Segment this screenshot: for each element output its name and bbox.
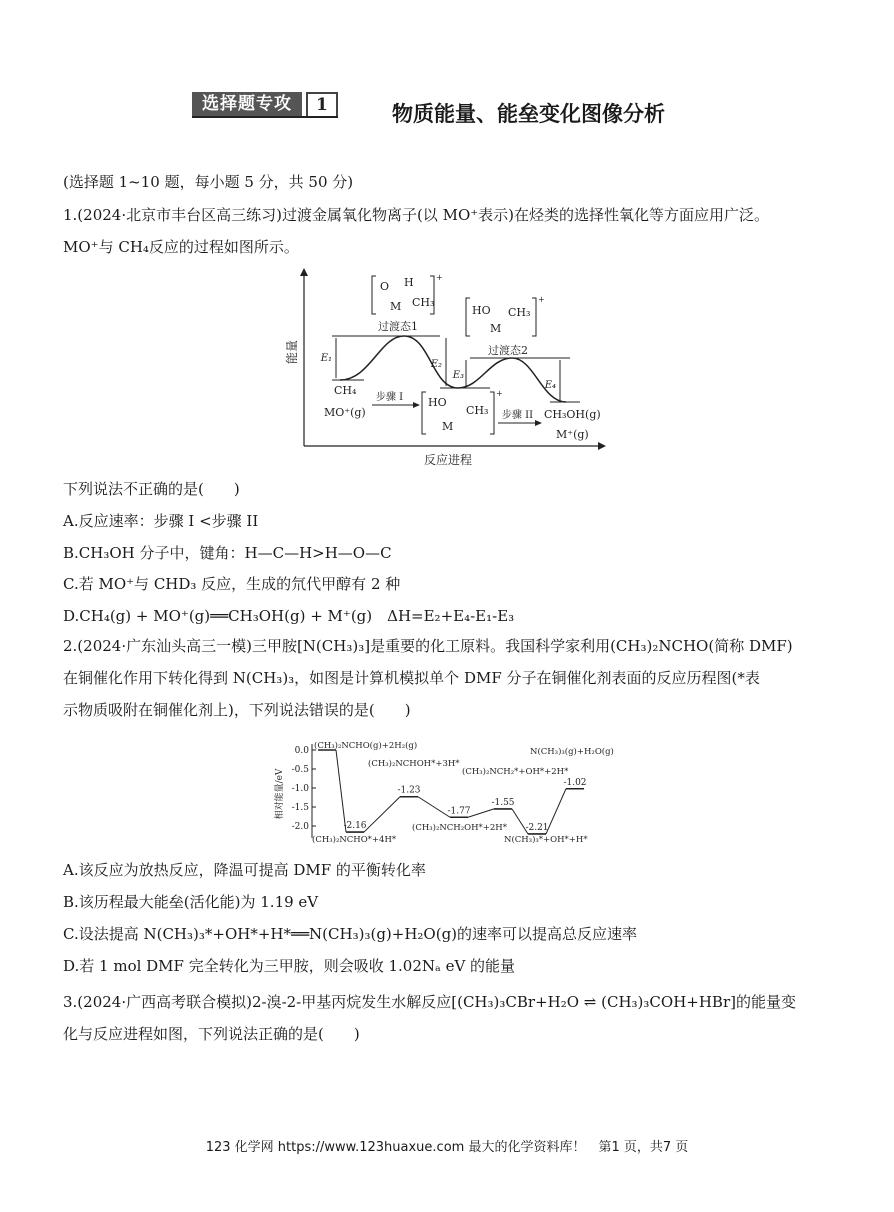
q2-connector bbox=[418, 797, 450, 818]
intro-text: (选择题 1~10 题，每小题 5 分，共 50 分) bbox=[63, 173, 354, 191]
q1-option-a: A.反应速率：步骤 I <步骤 II bbox=[63, 512, 259, 530]
q1-ts2-label: 过渡态2 bbox=[488, 344, 528, 357]
badge-number: 1 bbox=[306, 92, 338, 116]
q2-stem-line1: 2.(2024·广东汕头高三一模)三甲胺[N(CH₃)₃]是重要的化工原料。我国科学家利用(CH₃)₂NCHO(简称 DMF) bbox=[63, 637, 793, 655]
q1-ts2-bracket-left bbox=[466, 298, 470, 336]
q1-ts2-m: M bbox=[490, 322, 502, 335]
q2-species-label: N(CH₃)₃*+OH*+H* bbox=[504, 835, 588, 845]
q2-option-a: A.该反应为放热反应，降温可提高 DMF 的平衡转化率 bbox=[63, 861, 426, 879]
q2-value-label: -1.02 bbox=[563, 777, 587, 788]
q1-ts1-h: H bbox=[404, 276, 414, 289]
q2-connector bbox=[364, 797, 400, 832]
q1-ts2-bracket-right bbox=[532, 298, 536, 336]
q1-inter-bracket-left bbox=[422, 392, 426, 434]
q2-y-tick-label: -1.0 bbox=[291, 784, 309, 794]
q1-inter-ch3: CH₃ bbox=[466, 404, 489, 417]
q1-step1-label: 步骤 I bbox=[376, 392, 404, 403]
q1-step2-label: 步骤 II bbox=[502, 410, 534, 421]
q1-y-label: 能量 bbox=[285, 339, 299, 365]
q1-inter-m: M bbox=[442, 420, 454, 433]
q2-species-label: (CH₃)₂NCH₂*+OH*+2H* bbox=[462, 767, 569, 777]
q1-stem-line2: MO⁺与 CH₄反应的过程如图所示。 bbox=[63, 238, 299, 256]
q2-value-label: -2.21 bbox=[525, 822, 549, 833]
page-footer: 123 化学网 https://www.123huaxue.com 最大的化学资料库！ 第1 页，共7 页 bbox=[205, 1140, 689, 1155]
q1-ts1-label: 过渡态1 bbox=[378, 320, 418, 333]
q1-stem-line1: 1.(2024·北京市丰台区高三练习)过渡金属氧化物离子(以 MO⁺表示)在烃类的选择性氧化等方面应用广泛。 bbox=[63, 206, 770, 224]
q3-stem-line2: 化与反应进程如图，下列说法正确的是( ) bbox=[63, 1025, 360, 1043]
q2-option-b: B.该历程最大能垒(活化能)为 1.19 eV bbox=[63, 893, 319, 911]
q1-y-arrow bbox=[300, 268, 308, 276]
q1-e4-label: E₄ bbox=[544, 380, 556, 391]
q1-product2-label: M⁺(g) bbox=[556, 428, 589, 441]
q2-y-tick-label: -0.5 bbox=[291, 765, 309, 775]
q3-stem-line1: 3.(2024·广西高考联合模拟)2-溴-2-甲基丙烷发生水解反应[(CH₃)₃CBr+H₂O ⇌ (CH₃)₃COH+HBr]的能量变 bbox=[63, 993, 796, 1011]
q2-option-d: D.若 1 mol DMF 完全转化为三甲胺，则会吸收 1.02Nₐ eV 的能量 bbox=[63, 957, 516, 975]
q1-mo-label: MO⁺(g) bbox=[324, 406, 366, 419]
q1-ts1-ch3: CH₃ bbox=[412, 296, 435, 309]
q2-value-label: -1.55 bbox=[491, 797, 515, 808]
q1-e2-label: E₂ bbox=[430, 359, 442, 370]
q1-inter-charge: + bbox=[496, 389, 503, 398]
q2-value-label: -1.77 bbox=[447, 806, 471, 817]
q1-ts1-m: M bbox=[390, 300, 402, 313]
q1-ts1-charge: + bbox=[436, 273, 443, 282]
q2-option-c: C.设法提高 N(CH₃)₃*+OH*+H*══N(CH₃)₃(g)+H₂O(g)的速率可以提高总反应速率 bbox=[63, 925, 638, 943]
q1-e3-label: E₃ bbox=[452, 370, 464, 381]
q1-option-b: B.CH₃OH 分子中，键角：H—C—H>H—O—C bbox=[63, 544, 392, 562]
q2-y-tick-label: 0.0 bbox=[294, 746, 309, 756]
page-title: 物质能量、能垒变化图像分析 bbox=[392, 102, 665, 126]
q2-stem-line2: 在铜催化作用下转化得到 N(CH₃)₃，如图是计算机模拟单个 DMF 分子在铜催化剂表面的反应历程图(*表 bbox=[63, 669, 760, 687]
q2-species-label: (CH₃)₂NCHO*+4H* bbox=[312, 835, 397, 845]
section-badge bbox=[192, 92, 338, 118]
q2-species-label: N(CH₃)₃(g)+H₂O(g) bbox=[530, 747, 614, 757]
q1-energy-diagram bbox=[280, 268, 610, 468]
q1-option-d: D.CH₄(g) + MO⁺(g)══CH₃OH(g) + M⁺(g) ΔH=E₂+E₄-E₁-E₃ bbox=[63, 607, 515, 625]
q1-x-label: 反应进程 bbox=[423, 453, 473, 467]
badge-label: 选择题专攻 bbox=[192, 92, 302, 116]
q1-x-arrow bbox=[598, 442, 606, 450]
q1-ts1-o: O bbox=[380, 280, 390, 293]
q1-question: 下列说法不正确的是( ) bbox=[63, 480, 240, 498]
q2-y-tick-label: -1.5 bbox=[291, 803, 309, 813]
q2-y-label: 相对能量/eV bbox=[275, 768, 285, 820]
q2-species-label: (CH₃)₂NCH₂OH*+2H* bbox=[412, 823, 507, 833]
q1-inter-bracket-right bbox=[490, 392, 494, 434]
q1-step1-arrowhead bbox=[413, 402, 420, 408]
q1-inter-ho: HO bbox=[428, 396, 447, 409]
q1-ts2-ho: HO bbox=[472, 304, 491, 317]
q1-energy-curve bbox=[340, 336, 566, 402]
q1-ts2-charge: + bbox=[538, 295, 545, 304]
q2-connector bbox=[336, 750, 346, 832]
q2-stem-line3: 示物质吸附在铜催化剂上)，下列说法错误的是( ) bbox=[63, 701, 411, 719]
q2-connector bbox=[546, 789, 566, 834]
q2-y-tick-label: -2.0 bbox=[291, 822, 309, 832]
q2-energy-chart bbox=[272, 734, 622, 848]
q1-product1-label: CH₃OH(g) bbox=[544, 408, 601, 421]
q2-connector bbox=[468, 809, 494, 817]
q1-ts1-bracket-left bbox=[372, 276, 376, 314]
q2-species-label: (CH₃)₂NCHOH*+3H* bbox=[368, 759, 460, 769]
q2-value-label: -1.23 bbox=[397, 785, 421, 796]
q1-option-c: C.若 MO⁺与 CHD₃ 反应，生成的氘代甲醇有 2 种 bbox=[63, 575, 401, 593]
q1-e1-label: E₁ bbox=[320, 353, 332, 364]
q2-species-label: (CH₃)₂NCHO(g)+2H₂(g) bbox=[314, 741, 418, 751]
q2-value-label: -2.16 bbox=[343, 821, 367, 832]
q1-ts2-ch3: CH₃ bbox=[508, 306, 531, 319]
q1-ch4-label: CH₄ bbox=[334, 384, 357, 397]
q1-step2-arrowhead bbox=[535, 420, 542, 426]
